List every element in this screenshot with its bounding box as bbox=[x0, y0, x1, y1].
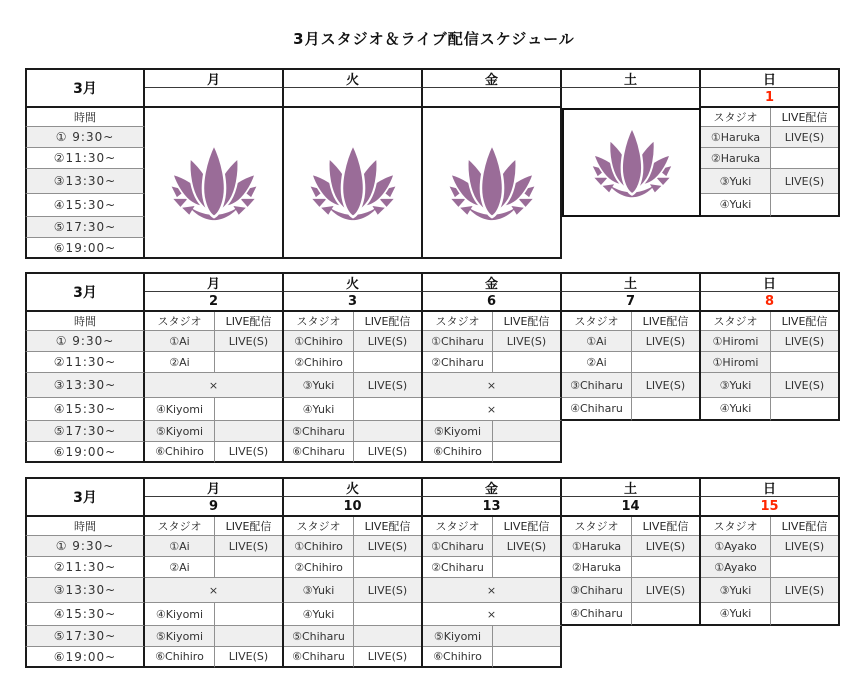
live-header-cell: LIVE配信 bbox=[493, 517, 560, 536]
studio-cell: ⑤Chiharu bbox=[284, 421, 354, 442]
live-cell bbox=[354, 421, 421, 442]
studio-cell: ⑤Chiharu bbox=[284, 626, 354, 647]
day-column bbox=[701, 68, 840, 217]
time-header-cell: 時間 bbox=[25, 312, 145, 331]
lotus-cell bbox=[145, 108, 284, 259]
day-name-cell: 月 bbox=[145, 68, 284, 88]
live-cell: LIVE(S) bbox=[493, 331, 560, 352]
studio-cell: ④Yuki bbox=[701, 194, 771, 217]
studio-cell: ①Ayako bbox=[701, 536, 771, 557]
studio-cell: ④Kiyomi bbox=[145, 603, 215, 626]
studio-cell: ⑤Kiyomi bbox=[145, 421, 215, 442]
studio-cell: ⑥Chihiro bbox=[423, 442, 493, 463]
date-cell: 3 bbox=[284, 292, 423, 312]
studio-cell: ④Yuki bbox=[701, 398, 771, 421]
live-cell bbox=[771, 398, 838, 421]
time-slot-cell: ⑤17:30~ bbox=[25, 421, 145, 442]
session-header-row bbox=[562, 517, 701, 536]
studio-cell: ③Chiharu bbox=[562, 373, 632, 398]
studio-header-cell: スタジオ bbox=[423, 312, 493, 331]
schedule-row bbox=[423, 557, 562, 578]
schedule-row bbox=[562, 331, 701, 352]
week-table-1 bbox=[25, 68, 840, 259]
live-header-cell: LIVE配信 bbox=[354, 517, 421, 536]
studio-cell: ④Yuki bbox=[284, 398, 354, 421]
session-header-row bbox=[562, 312, 701, 331]
live-cell bbox=[215, 626, 282, 647]
day-column bbox=[423, 477, 562, 668]
date-cell bbox=[284, 88, 423, 108]
lotus-icon bbox=[439, 144, 545, 222]
live-cell: LIVE(S) bbox=[771, 331, 838, 352]
session-header-row bbox=[145, 517, 284, 536]
studio-cell: ②Chihiro bbox=[284, 352, 354, 373]
schedule-row bbox=[701, 398, 840, 421]
live-header-cell: LIVE配信 bbox=[771, 517, 838, 536]
live-header-cell: LIVE配信 bbox=[215, 312, 282, 331]
time-column bbox=[25, 272, 145, 463]
schedule-row bbox=[701, 557, 840, 578]
live-cell: LIVE(S) bbox=[632, 578, 699, 603]
live-cell bbox=[493, 626, 560, 647]
date-cell: 2 bbox=[145, 292, 284, 312]
studio-cell: ⑤Kiyomi bbox=[423, 626, 493, 647]
schedule-row bbox=[145, 557, 284, 578]
session-header-row bbox=[423, 517, 562, 536]
day-name-cell: 金 bbox=[423, 68, 562, 88]
studio-cell: ③Yuki bbox=[701, 578, 771, 603]
studio-cell: ②Chihiro bbox=[284, 557, 354, 578]
date-cell: 14 bbox=[562, 497, 701, 517]
date-cell: 9 bbox=[145, 497, 284, 517]
schedule-row bbox=[284, 578, 423, 603]
time-slot-cell: ① 9:30~ bbox=[25, 331, 145, 352]
day-name-cell: 月 bbox=[145, 272, 284, 292]
live-header-cell: LIVE配信 bbox=[632, 312, 699, 331]
time-slot-cell: ③13:30~ bbox=[25, 169, 145, 194]
live-cell bbox=[215, 557, 282, 578]
day-name-cell: 金 bbox=[423, 477, 562, 497]
studio-cell: ⑥Chiharu bbox=[284, 647, 354, 668]
live-cell bbox=[632, 603, 699, 626]
live-cell bbox=[632, 557, 699, 578]
closed-cell: × bbox=[423, 578, 562, 603]
live-cell: LIVE(S) bbox=[215, 536, 282, 557]
live-cell: LIVE(S) bbox=[771, 536, 838, 557]
schedule-row bbox=[701, 352, 840, 373]
live-cell: LIVE(S) bbox=[771, 169, 838, 194]
time-slot-cell: ③13:30~ bbox=[25, 578, 145, 603]
live-cell bbox=[493, 557, 560, 578]
time-slot-cell: ④15:30~ bbox=[25, 194, 145, 217]
time-slot-cell: ⑥19:00~ bbox=[25, 647, 145, 668]
live-cell bbox=[771, 557, 838, 578]
schedule-row bbox=[284, 398, 423, 421]
closed-cell: × bbox=[423, 373, 562, 398]
date-cell: 7 bbox=[562, 292, 701, 312]
date-cell: 1 bbox=[701, 88, 840, 108]
live-cell bbox=[215, 421, 282, 442]
studio-cell: ④Yuki bbox=[284, 603, 354, 626]
studio-cell: ①Ai bbox=[145, 331, 215, 352]
day-column bbox=[701, 272, 840, 421]
schedule-row bbox=[562, 536, 701, 557]
schedule-row bbox=[423, 442, 562, 463]
schedule-row bbox=[701, 578, 840, 603]
live-cell bbox=[771, 603, 838, 626]
schedule-row bbox=[145, 331, 284, 352]
studio-cell: ⑥Chihiro bbox=[145, 442, 215, 463]
schedule-row bbox=[284, 442, 423, 463]
time-column bbox=[25, 477, 145, 668]
studio-cell: ③Yuki bbox=[701, 169, 771, 194]
studio-cell: ①Ai bbox=[562, 331, 632, 352]
schedule-row bbox=[284, 373, 423, 398]
schedule-row bbox=[423, 536, 562, 557]
live-header-cell: LIVE配信 bbox=[632, 517, 699, 536]
live-cell bbox=[354, 352, 421, 373]
date-cell bbox=[145, 88, 284, 108]
studio-cell: ②Chiharu bbox=[423, 557, 493, 578]
time-slot-cell: ① 9:30~ bbox=[25, 127, 145, 148]
live-cell bbox=[771, 194, 838, 217]
schedule-row bbox=[145, 626, 284, 647]
day-name-cell: 土 bbox=[562, 272, 701, 292]
closed-cell: × bbox=[423, 398, 562, 421]
time-column bbox=[25, 68, 145, 259]
schedule-row bbox=[145, 647, 284, 668]
time-slot-cell: ① 9:30~ bbox=[25, 536, 145, 557]
day-name-cell: 月 bbox=[145, 477, 284, 497]
studio-cell: ①Ayako bbox=[701, 557, 771, 578]
studio-header-cell: スタジオ bbox=[284, 517, 354, 536]
studio-header-cell: スタジオ bbox=[701, 517, 771, 536]
session-header-row bbox=[284, 312, 423, 331]
live-cell: LIVE(S) bbox=[354, 536, 421, 557]
time-slot-cell: ④15:30~ bbox=[25, 603, 145, 626]
schedule-row bbox=[145, 536, 284, 557]
date-cell: 10 bbox=[284, 497, 423, 517]
studio-cell: ⑥Chiharu bbox=[284, 442, 354, 463]
lotus-icon bbox=[583, 127, 681, 199]
day-column bbox=[423, 68, 562, 259]
live-cell bbox=[215, 603, 282, 626]
day-column bbox=[145, 68, 284, 259]
live-cell: LIVE(S) bbox=[354, 442, 421, 463]
live-cell bbox=[493, 442, 560, 463]
live-cell: LIVE(S) bbox=[215, 647, 282, 668]
live-cell: LIVE(S) bbox=[354, 578, 421, 603]
page-title: 3月スタジオ＆ライブ配信スケジュール bbox=[293, 30, 575, 48]
session-header-row bbox=[284, 517, 423, 536]
schedule-row bbox=[701, 536, 840, 557]
studio-cell: ②Ai bbox=[145, 557, 215, 578]
session-header-row bbox=[423, 312, 562, 331]
schedule-row bbox=[423, 626, 562, 647]
schedule-row bbox=[284, 352, 423, 373]
schedule-row bbox=[145, 352, 284, 373]
day-name-cell: 日 bbox=[701, 272, 840, 292]
live-cell bbox=[771, 352, 838, 373]
studio-cell: ①Chiharu bbox=[423, 536, 493, 557]
time-slot-cell: ⑥19:00~ bbox=[25, 238, 145, 259]
studio-cell: ①Chihiro bbox=[284, 536, 354, 557]
studio-header-cell: スタジオ bbox=[701, 312, 771, 331]
studio-cell: ①Ai bbox=[145, 536, 215, 557]
day-column bbox=[562, 477, 701, 626]
live-cell: LIVE(S) bbox=[771, 127, 838, 148]
live-cell bbox=[632, 398, 699, 421]
studio-header-cell: スタジオ bbox=[423, 517, 493, 536]
studio-cell: ①Chihiro bbox=[284, 331, 354, 352]
live-cell: LIVE(S) bbox=[771, 373, 838, 398]
live-cell: LIVE(S) bbox=[632, 331, 699, 352]
schedule-row bbox=[701, 603, 840, 626]
studio-cell: ③Yuki bbox=[701, 373, 771, 398]
studio-header-cell: スタジオ bbox=[562, 312, 632, 331]
session-header-row bbox=[701, 108, 840, 127]
studio-cell: ①Haruka bbox=[701, 127, 771, 148]
live-cell bbox=[215, 352, 282, 373]
session-header-row bbox=[701, 517, 840, 536]
live-cell bbox=[632, 352, 699, 373]
date-cell: 8 bbox=[701, 292, 840, 312]
day-column bbox=[145, 272, 284, 463]
day-column bbox=[284, 272, 423, 463]
schedule-row bbox=[145, 603, 284, 626]
studio-cell: ⑥Chihiro bbox=[423, 647, 493, 668]
schedule-row bbox=[145, 421, 284, 442]
live-cell: LIVE(S) bbox=[632, 373, 699, 398]
studio-cell: ⑥Chihiro bbox=[145, 647, 215, 668]
studio-cell: ①Hiromi bbox=[701, 352, 771, 373]
schedule-row bbox=[562, 603, 701, 626]
studio-cell: ④Yuki bbox=[701, 603, 771, 626]
lotus-box bbox=[562, 108, 701, 217]
live-header-cell: LIVE配信 bbox=[771, 312, 838, 331]
time-slot-cell: ⑥19:00~ bbox=[25, 442, 145, 463]
studio-header-cell: スタジオ bbox=[145, 312, 215, 331]
time-slot-cell: ③13:30~ bbox=[25, 373, 145, 398]
schedule-row bbox=[423, 352, 562, 373]
studio-header-cell: スタジオ bbox=[562, 517, 632, 536]
lotus-icon bbox=[161, 144, 267, 222]
studio-cell: ⑤Kiyomi bbox=[423, 421, 493, 442]
day-name-cell: 土 bbox=[562, 68, 701, 88]
schedule-row bbox=[284, 421, 423, 442]
studio-cell: ④Chiharu bbox=[562, 398, 632, 421]
month-cell: 3月 bbox=[25, 272, 145, 312]
live-cell bbox=[215, 398, 282, 421]
studio-cell: ②Ai bbox=[145, 352, 215, 373]
studio-cell: ④Chiharu bbox=[562, 603, 632, 626]
studio-cell: ⑤Kiyomi bbox=[145, 626, 215, 647]
session-header-row bbox=[701, 312, 840, 331]
studio-cell: ④Kiyomi bbox=[145, 398, 215, 421]
lotus-cell bbox=[284, 108, 423, 259]
day-column bbox=[562, 68, 701, 217]
studio-cell: ②Haruka bbox=[562, 557, 632, 578]
studio-cell: ①Chiharu bbox=[423, 331, 493, 352]
live-cell bbox=[354, 398, 421, 421]
live-cell: LIVE(S) bbox=[771, 578, 838, 603]
month-cell: 3月 bbox=[25, 477, 145, 517]
live-cell bbox=[354, 626, 421, 647]
live-header-cell: LIVE配信 bbox=[354, 312, 421, 331]
date-cell bbox=[423, 88, 562, 108]
schedule-row bbox=[284, 536, 423, 557]
time-header-cell: 時間 bbox=[25, 108, 145, 127]
date-cell bbox=[562, 88, 701, 108]
studio-cell: ②Chiharu bbox=[423, 352, 493, 373]
studio-cell: ②Haruka bbox=[701, 148, 771, 169]
schedule-row bbox=[284, 626, 423, 647]
schedule-row bbox=[701, 148, 840, 169]
closed-cell: × bbox=[145, 578, 284, 603]
schedule-row bbox=[562, 398, 701, 421]
lotus-cell bbox=[423, 108, 562, 259]
studio-cell: ②Ai bbox=[562, 352, 632, 373]
day-name-cell: 土 bbox=[562, 477, 701, 497]
schedule-row bbox=[562, 557, 701, 578]
schedule-row bbox=[701, 194, 840, 217]
time-slot-cell: ②11:30~ bbox=[25, 557, 145, 578]
live-cell bbox=[493, 352, 560, 373]
day-column bbox=[423, 272, 562, 463]
day-column bbox=[284, 477, 423, 668]
day-name-cell: 日 bbox=[701, 68, 840, 88]
time-header-cell: 時間 bbox=[25, 517, 145, 536]
live-cell: LIVE(S) bbox=[493, 536, 560, 557]
time-slot-cell: ⑤17:30~ bbox=[25, 217, 145, 238]
closed-cell: × bbox=[423, 603, 562, 626]
studio-cell: ③Yuki bbox=[284, 373, 354, 398]
schedule-row bbox=[701, 169, 840, 194]
schedule-row bbox=[284, 603, 423, 626]
week-table-3 bbox=[25, 477, 840, 668]
live-header-cell: LIVE配信 bbox=[771, 108, 838, 127]
studio-cell: ①Haruka bbox=[562, 536, 632, 557]
day-name-cell: 金 bbox=[423, 272, 562, 292]
schedule-row bbox=[145, 398, 284, 421]
date-cell: 13 bbox=[423, 497, 562, 517]
schedule-row bbox=[423, 421, 562, 442]
day-column bbox=[284, 68, 423, 259]
live-cell: LIVE(S) bbox=[354, 373, 421, 398]
schedule-row bbox=[701, 331, 840, 352]
studio-header-cell: スタジオ bbox=[701, 108, 771, 127]
live-cell bbox=[354, 557, 421, 578]
lotus-icon bbox=[300, 144, 406, 222]
live-cell: LIVE(S) bbox=[632, 536, 699, 557]
time-slot-cell: ②11:30~ bbox=[25, 148, 145, 169]
studio-cell: ③Yuki bbox=[284, 578, 354, 603]
time-slot-cell: ②11:30~ bbox=[25, 352, 145, 373]
date-cell: 15 bbox=[701, 497, 840, 517]
schedule-row bbox=[423, 647, 562, 668]
day-column bbox=[145, 477, 284, 668]
date-cell: 6 bbox=[423, 292, 562, 312]
live-cell bbox=[354, 603, 421, 626]
live-cell bbox=[771, 148, 838, 169]
time-slot-cell: ⑤17:30~ bbox=[25, 626, 145, 647]
studio-cell: ③Chiharu bbox=[562, 578, 632, 603]
schedule-row bbox=[284, 647, 423, 668]
day-name-cell: 火 bbox=[284, 477, 423, 497]
studio-header-cell: スタジオ bbox=[145, 517, 215, 536]
live-cell: LIVE(S) bbox=[215, 331, 282, 352]
closed-cell: × bbox=[145, 373, 284, 398]
month-cell: 3月 bbox=[25, 68, 145, 108]
live-header-cell: LIVE配信 bbox=[215, 517, 282, 536]
schedule-row bbox=[145, 442, 284, 463]
schedule-row bbox=[284, 557, 423, 578]
week-table-2 bbox=[25, 272, 840, 463]
schedule-row bbox=[423, 331, 562, 352]
day-name-cell: 火 bbox=[284, 68, 423, 88]
day-name-cell: 日 bbox=[701, 477, 840, 497]
day-column bbox=[701, 477, 840, 626]
live-cell: LIVE(S) bbox=[215, 442, 282, 463]
live-cell: LIVE(S) bbox=[354, 647, 421, 668]
live-cell bbox=[493, 647, 560, 668]
schedule-row bbox=[562, 373, 701, 398]
studio-cell: ①Hiromi bbox=[701, 331, 771, 352]
schedule-row bbox=[562, 578, 701, 603]
session-header-row bbox=[145, 312, 284, 331]
schedule-row bbox=[562, 352, 701, 373]
day-column bbox=[562, 272, 701, 421]
live-cell: LIVE(S) bbox=[354, 331, 421, 352]
schedule-row bbox=[701, 373, 840, 398]
time-slot-cell: ④15:30~ bbox=[25, 398, 145, 421]
day-name-cell: 火 bbox=[284, 272, 423, 292]
live-header-cell: LIVE配信 bbox=[493, 312, 560, 331]
live-cell bbox=[493, 421, 560, 442]
schedule-row bbox=[284, 331, 423, 352]
studio-header-cell: スタジオ bbox=[284, 312, 354, 331]
schedule-row bbox=[701, 127, 840, 148]
